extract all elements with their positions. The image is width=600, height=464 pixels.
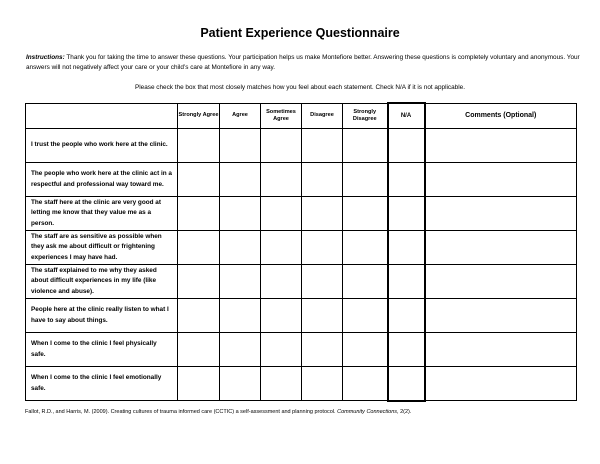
checkbox-disagree[interactable] — [302, 333, 343, 367]
header-statement — [26, 103, 178, 129]
checkbox-strongly-disagree[interactable] — [343, 129, 388, 163]
table-row — [26, 367, 577, 401]
checkbox-sometimes-agree[interactable] — [261, 197, 302, 231]
comments-cell[interactable] — [425, 333, 577, 367]
table-row — [26, 163, 577, 197]
checkbox-na[interactable] — [388, 333, 425, 367]
checkbox-disagree[interactable] — [302, 231, 343, 265]
checkbox-disagree[interactable] — [302, 265, 343, 299]
checkbox-strongly-disagree[interactable] — [343, 299, 388, 333]
checkbox-agree[interactable] — [220, 129, 261, 163]
header-na: N/A — [388, 103, 425, 129]
checkbox-sometimes-agree[interactable] — [261, 333, 302, 367]
checkbox-na[interactable] — [388, 197, 425, 231]
checkbox-strongly-agree[interactable] — [178, 129, 220, 163]
comments-cell[interactable] — [425, 299, 577, 333]
statement-text: The staff are as sensitive as possible when they ask me about difficult or frightening experiences I may have had. — [26, 231, 178, 265]
checkbox-strongly-disagree[interactable] — [343, 333, 388, 367]
comments-cell[interactable] — [425, 197, 577, 231]
comments-cell[interactable] — [425, 231, 577, 265]
checkbox-na[interactable] — [388, 231, 425, 265]
table-row — [26, 197, 577, 231]
statement-text: The people who work here at the clinic act in a respectful and professional way toward me. — [26, 163, 178, 197]
statement-text: I trust the people who work here at the clinic. — [26, 129, 178, 163]
checkbox-strongly-disagree[interactable] — [343, 163, 388, 197]
header-comments: Comments (Optional) — [425, 103, 577, 129]
comments-cell[interactable] — [425, 265, 577, 299]
checkbox-na[interactable] — [388, 163, 425, 197]
checkbox-strongly-agree[interactable] — [178, 367, 220, 401]
checkbox-agree[interactable] — [220, 299, 261, 333]
citation-text: Fallot, R.D., and Harris, M. (2009). Creating cultures of trauma informed care (CCTIC) a self-assessment and planning protocol. — [25, 409, 338, 415]
checkbox-na[interactable] — [388, 265, 425, 299]
checkbox-disagree[interactable] — [302, 299, 343, 333]
statement-text: When I come to the clinic I feel emotionally safe. — [26, 367, 178, 401]
header-row — [26, 103, 577, 129]
table-row — [26, 231, 577, 265]
header-sometimes-agree: Sometimes Agree — [261, 103, 302, 129]
checkbox-na[interactable] — [388, 367, 425, 401]
citation — [25, 409, 585, 415]
table-row — [26, 265, 577, 299]
checkbox-strongly-agree[interactable] — [178, 197, 220, 231]
instructions-text: Thank you for taking the time to answer these questions. Your participation helps us make Montefiore better. Answering these questions is completely voluntary and anonymous. Your answers will not negatively affect your care or your child’s care at Montefiore in any way. — [26, 54, 580, 71]
checkbox-sometimes-agree[interactable] — [261, 367, 302, 401]
checkbox-strongly-disagree[interactable] — [343, 265, 388, 299]
checkbox-strongly-agree[interactable] — [178, 231, 220, 265]
header-strongly-disagree: Strongly Disagree — [343, 103, 388, 129]
instructions — [26, 53, 582, 73]
directions: Please check the box that most closely matches how you feel about each statement. Check N/A if it is not applicable. — [134, 84, 465, 91]
statement-text: The staff explained to me why they asked about difficult experiences in my life (like violence and abuse). — [26, 265, 178, 299]
checkbox-agree[interactable] — [220, 333, 261, 367]
questionnaire-table — [25, 102, 577, 402]
header-strongly-agree: Strongly Agree — [178, 103, 220, 129]
checkbox-disagree[interactable] — [302, 163, 343, 197]
checkbox-disagree[interactable] — [302, 197, 343, 231]
comments-cell[interactable] — [425, 163, 577, 197]
checkbox-agree[interactable] — [220, 163, 261, 197]
checkbox-sometimes-agree[interactable] — [261, 129, 302, 163]
checkbox-agree[interactable] — [220, 265, 261, 299]
checkbox-disagree[interactable] — [302, 367, 343, 401]
table-row — [26, 129, 577, 163]
citation-suffix: , 2(2). — [397, 409, 412, 415]
statement-text: People here at the clinic really listen to what I have to say about things. — [26, 299, 178, 333]
checkbox-sometimes-agree[interactable] — [261, 163, 302, 197]
header-agree: Agree — [220, 103, 261, 129]
comments-cell[interactable] — [425, 367, 577, 401]
header-disagree: Disagree — [302, 103, 343, 129]
checkbox-agree[interactable] — [220, 367, 261, 401]
checkbox-strongly-disagree[interactable] — [343, 197, 388, 231]
checkbox-sometimes-agree[interactable] — [261, 265, 302, 299]
checkbox-na[interactable] — [388, 129, 425, 163]
checkbox-sometimes-agree[interactable] — [261, 299, 302, 333]
table-row — [26, 333, 577, 367]
checkbox-agree[interactable] — [220, 231, 261, 265]
checkbox-na[interactable] — [388, 299, 425, 333]
checkbox-strongly-agree[interactable] — [178, 299, 220, 333]
citation-journal: Community Connections — [337, 409, 398, 415]
checkbox-disagree[interactable] — [302, 129, 343, 163]
checkbox-strongly-agree[interactable] — [178, 163, 220, 197]
instructions-label: Instructions: — [26, 54, 65, 61]
statement-text: The staff here at the clinic are very good at letting me know that they value me as a person. — [26, 197, 178, 231]
checkbox-strongly-agree[interactable] — [178, 333, 220, 367]
statement-text: When I come to the clinic I feel physically safe. — [26, 333, 178, 367]
comments-cell[interactable] — [425, 129, 577, 163]
page-title: Patient Experience Questionnaire — [200, 26, 400, 40]
checkbox-strongly-agree[interactable] — [178, 265, 220, 299]
checkbox-strongly-disagree[interactable] — [343, 231, 388, 265]
checkbox-strongly-disagree[interactable] — [343, 367, 388, 401]
checkbox-sometimes-agree[interactable] — [261, 231, 302, 265]
table-row — [26, 299, 577, 333]
checkbox-agree[interactable] — [220, 197, 261, 231]
